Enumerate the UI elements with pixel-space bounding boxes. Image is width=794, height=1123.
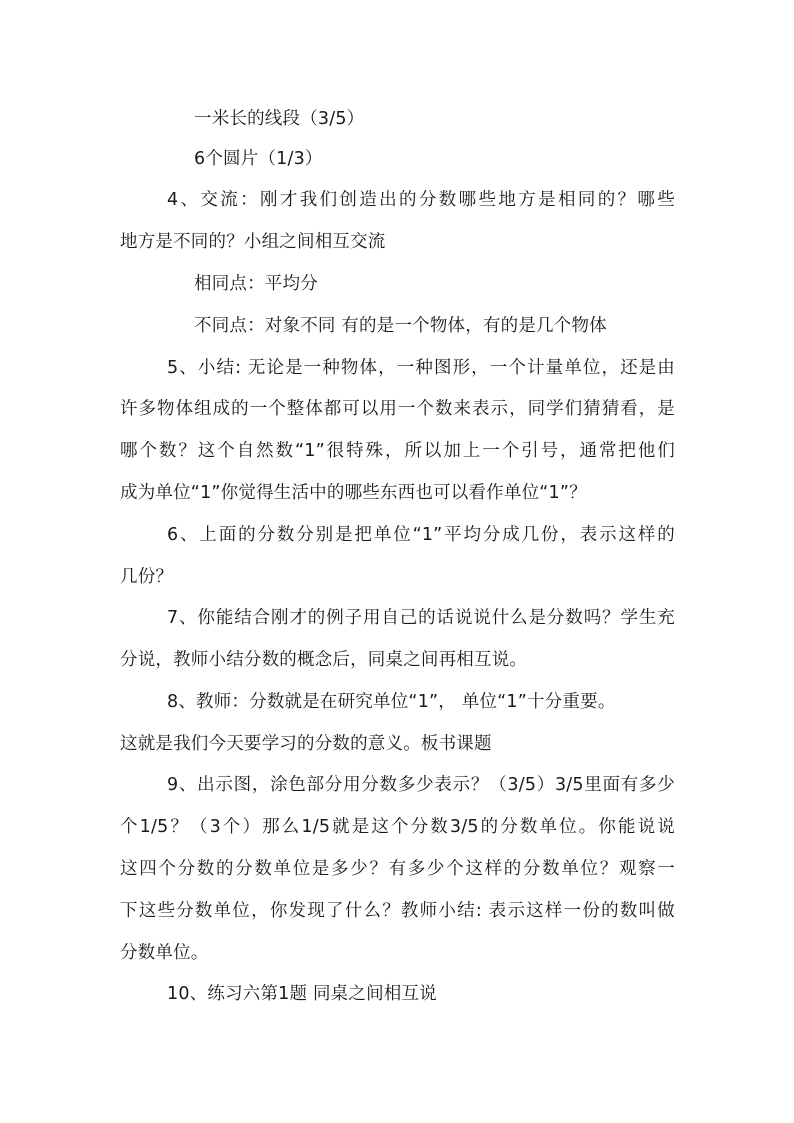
text-line: 分数单位。 xyxy=(120,943,209,963)
text-line: 相同点：平均分 xyxy=(194,274,318,294)
text-line: 4、交流：刚才我们创造出的分数哪些地方是相同的？哪些 xyxy=(167,190,675,210)
text-line: 成为单位“1”你觉得生活中的哪些东西也可以看作单位“1”？ xyxy=(120,483,587,503)
text-line: 5、小结: 无论是一种物体，一种图形，一个计量单位，还是由 xyxy=(167,358,675,378)
text-line: 地方是不同的？小组之间相互交流 xyxy=(120,232,386,252)
text-line: 6、上面的分数分别是把单位“1”平均分成几份，表示这样的 xyxy=(167,525,675,545)
text-line: 哪个数？这个自然数“1”很特殊，所以加上一个引号，通常把他们 xyxy=(120,441,675,461)
text-line: 不同点：对象不同 有的是一个物体，有的是几个物体 xyxy=(194,316,607,336)
text-line: 10、练习六第1题 同桌之间相互说 xyxy=(167,984,437,1004)
text-line: 6个圆片（1/3） xyxy=(194,149,323,169)
text-line: 许多物体组成的一个整体都可以用一个数来表示，同学们猜猜看，是 xyxy=(120,399,675,419)
text-line: 这四个分数的分数单位是多少？有多少个这样的分数单位？观察一 xyxy=(120,859,675,879)
text-line: 几份？ xyxy=(120,567,174,587)
text-line: 下这些分数单位，你发现了什么？教师小结: 表示这样一份的数叫做 xyxy=(120,901,675,921)
text-line: 这就是我们今天要学习的分数的意义。板书课题 xyxy=(120,734,492,754)
text-line: 分说，教师小结分数的概念后，同桌之间再相互说。 xyxy=(120,650,528,670)
text-line: 9、出示图，涂色部分用分数多少表示？（3/5）3/5里面有多少 xyxy=(167,775,675,795)
text-line: 7、你能结合刚才的例子用自己的话说说什么是分数吗？学生充 xyxy=(167,608,675,628)
text-line: 8、教师：分数就是在研究单位“1”， 单位“1”十分重要。 xyxy=(167,692,616,712)
text-line: 个1/5？（3个）那么1/5就是这个分数3/5的分数单位。你能说说 xyxy=(120,817,675,837)
text-line: 一米长的线段（3/5） xyxy=(194,109,365,129)
